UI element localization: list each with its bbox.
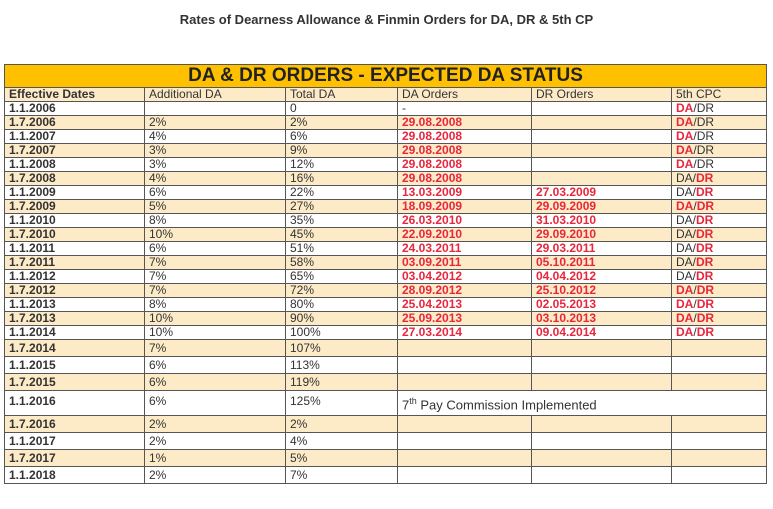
header-da-orders: DA Orders [398, 88, 532, 102]
dr-order-date [532, 144, 672, 158]
da-order-date [398, 340, 532, 357]
effective-date: 1.7.2011 [5, 256, 145, 270]
cpc-da: DA [676, 241, 693, 255]
cpc-status [672, 284, 767, 298]
total-da: 90% [286, 312, 398, 326]
cpc-dr: DR [696, 199, 715, 213]
header-dr-orders: DR Orders [532, 88, 672, 102]
cpc-status [672, 298, 767, 312]
table-row [5, 467, 767, 484]
additional-da: 3% [145, 158, 286, 172]
da-order-date [398, 374, 532, 391]
cpc-slash: / [693, 157, 697, 171]
cpc-dr: DR [696, 311, 715, 325]
table-banner: DA & DR ORDERS - EXPECTED DA STATUS [5, 65, 767, 88]
table-row [5, 298, 767, 312]
cpc-dr: DR [696, 185, 714, 199]
cpc-status [672, 242, 767, 256]
dr-order-date: 09.04.2014 [532, 326, 672, 340]
cpc-status [672, 450, 767, 467]
table-row [5, 312, 767, 326]
effective-date: 1.1.2009 [5, 186, 145, 200]
cpc-da: DA [676, 143, 694, 157]
cpc-slash: / [693, 311, 697, 325]
table-row [5, 374, 767, 391]
dr-order-date [532, 340, 672, 357]
table-row [5, 416, 767, 433]
table-header-row [5, 88, 767, 102]
additional-da: 6% [145, 242, 286, 256]
effective-date: 1.7.2013 [5, 312, 145, 326]
total-da: 2% [286, 416, 398, 433]
dr-order-date: 29.09.2009 [532, 200, 672, 214]
cpc-slash: / [692, 269, 697, 283]
note-prefix: 7 [402, 397, 410, 413]
cpc-dr: DR [696, 255, 714, 269]
dr-order-date: 05.10.2011 [532, 256, 672, 270]
dr-order-date [532, 116, 672, 130]
additional-da: 1% [145, 450, 286, 467]
total-da: 27% [286, 200, 398, 214]
dr-order-date [532, 467, 672, 484]
dr-order-date: 31.03.2010 [532, 214, 672, 228]
note-sup: th [409, 396, 417, 406]
effective-date: 1.7.2009 [5, 200, 145, 214]
cpc-da: DA [676, 255, 693, 269]
da-order-date: 03.04.2012 [398, 270, 532, 284]
cpc-status [672, 467, 767, 484]
dr-order-date: 29.09.2010 [532, 228, 672, 242]
cpc-dr: DR [696, 129, 715, 143]
da-order-date [398, 433, 532, 450]
effective-date: 1.7.2006 [5, 116, 145, 130]
table-row [5, 200, 767, 214]
table-row [5, 228, 767, 242]
da-order-date: 27.03.2014 [398, 326, 532, 340]
total-da: 80% [286, 298, 398, 312]
additional-da: 7% [145, 284, 286, 298]
header-effective-dates: Effective Dates [5, 88, 145, 102]
cpc-status [672, 102, 767, 116]
da-order-date [398, 416, 532, 433]
table-row [5, 130, 767, 144]
cpc-dr: DR [696, 171, 714, 185]
cpc-slash: / [693, 101, 697, 115]
da-order-date: 28.09.2012 [398, 284, 532, 298]
table-row [5, 450, 767, 467]
cpc-da: DA [676, 115, 694, 129]
effective-date: 1.7.2016 [5, 416, 145, 433]
cpc-status [672, 374, 767, 391]
effective-date: 1.1.2016 [5, 391, 145, 416]
cpc-da: DA [676, 297, 694, 311]
da-order-date: 29.08.2008 [398, 130, 532, 144]
cpc-dr: DR [696, 101, 715, 115]
cpc-slash: / [693, 325, 697, 339]
dr-order-date: 03.10.2013 [532, 312, 672, 326]
cpc-slash: / [693, 143, 697, 157]
pay-commission-note [398, 391, 767, 416]
cpc-status [672, 326, 767, 340]
header-additional-da: Additional DA [145, 88, 286, 102]
additional-da: 2% [145, 416, 286, 433]
effective-date: 1.1.2014 [5, 326, 145, 340]
table-row [5, 433, 767, 450]
cpc-da: DA [676, 227, 693, 241]
total-da: 100% [286, 326, 398, 340]
cpc-slash: / [692, 171, 697, 185]
additional-da: 6% [145, 391, 286, 416]
cpc-status [672, 357, 767, 374]
cpc-slash: / [693, 283, 697, 297]
header-5th-cpc: 5th CPC [672, 88, 767, 102]
cpc-dr: DR [696, 227, 714, 241]
dr-order-date [532, 357, 672, 374]
dr-order-date [532, 416, 672, 433]
page-title: Rates of Dearness Allowance & Finmin Orders for DA, DR & 5th CP [179, 12, 594, 27]
total-da: 6% [286, 130, 398, 144]
cpc-slash: / [692, 241, 697, 255]
table-row [5, 116, 767, 130]
cpc-dr: DR [696, 213, 714, 227]
cpc-status [672, 200, 767, 214]
additional-da: 2% [145, 467, 286, 484]
total-da: 5% [286, 450, 398, 467]
total-da: 45% [286, 228, 398, 242]
effective-date: 1.1.2006 [5, 102, 145, 116]
dr-order-date: 25.10.2012 [532, 284, 672, 298]
effective-date: 1.1.2013 [5, 298, 145, 312]
additional-da: 8% [145, 298, 286, 312]
additional-da: 7% [145, 340, 286, 357]
cpc-da: DA [676, 129, 694, 143]
table-row [5, 326, 767, 340]
cpc-da: DA [676, 101, 694, 115]
total-da: 22% [286, 186, 398, 200]
total-da: 51% [286, 242, 398, 256]
additional-da: 10% [145, 312, 286, 326]
cpc-da: DA [676, 269, 693, 283]
table-row [5, 270, 767, 284]
cpc-slash: / [692, 227, 697, 241]
da-order-date: 03.09.2011 [398, 256, 532, 270]
additional-da: 5% [145, 200, 286, 214]
cpc-dr: DR [696, 115, 715, 129]
cpc-slash: / [693, 115, 697, 129]
cpc-status [672, 256, 767, 270]
additional-da: 7% [145, 256, 286, 270]
cpc-status [672, 340, 767, 357]
cpc-da: DA [676, 213, 693, 227]
total-da: 72% [286, 284, 398, 298]
cpc-slash: / [692, 185, 697, 199]
additional-da: 3% [145, 144, 286, 158]
table-row [5, 144, 767, 158]
cpc-dr: DR [696, 241, 714, 255]
cpc-slash: / [692, 213, 697, 227]
effective-date: 1.1.2017 [5, 433, 145, 450]
effective-date: 1.1.2007 [5, 130, 145, 144]
header-total-da: Total DA [286, 88, 398, 102]
cpc-status [672, 214, 767, 228]
dr-order-date [532, 450, 672, 467]
cpc-da: DA [676, 283, 694, 297]
total-da: 58% [286, 256, 398, 270]
cpc-da: DA [676, 171, 693, 185]
effective-date: 1.7.2010 [5, 228, 145, 242]
effective-date: 1.1.2018 [5, 467, 145, 484]
cpc-status [672, 270, 767, 284]
table-row [5, 391, 767, 416]
da-order-date: 18.09.2009 [398, 200, 532, 214]
additional-da: 7% [145, 270, 286, 284]
da-order-date: 29.08.2008 [398, 158, 532, 172]
da-order-date: 22.09.2010 [398, 228, 532, 242]
dr-order-date [532, 130, 672, 144]
cpc-status [672, 186, 767, 200]
total-da: 9% [286, 144, 398, 158]
additional-da: 6% [145, 374, 286, 391]
da-order-date [398, 357, 532, 374]
table-row [5, 214, 767, 228]
effective-date: 1.7.2012 [5, 284, 145, 298]
cpc-slash: / [692, 255, 697, 269]
table-row [5, 284, 767, 298]
cpc-status [672, 228, 767, 242]
additional-da: 10% [145, 228, 286, 242]
total-da: 7% [286, 467, 398, 484]
cpc-status [672, 312, 767, 326]
effective-date: 1.1.2011 [5, 242, 145, 256]
additional-da: 8% [145, 214, 286, 228]
effective-date: 1.7.2015 [5, 374, 145, 391]
total-da: 16% [286, 172, 398, 186]
additional-da: 2% [145, 433, 286, 450]
cpc-status [672, 158, 767, 172]
effective-date: 1.1.2008 [5, 158, 145, 172]
effective-date: 1.1.2012 [5, 270, 145, 284]
table-row [5, 256, 767, 270]
additional-da: 6% [145, 357, 286, 374]
total-da: 0 [286, 102, 398, 116]
total-da: 2% [286, 116, 398, 130]
total-da: 125% [286, 391, 398, 416]
table-row [5, 357, 767, 374]
cpc-slash: / [693, 297, 697, 311]
da-order-date: 29.08.2008 [398, 116, 532, 130]
da-order-date: 29.08.2008 [398, 144, 532, 158]
additional-da [145, 102, 286, 116]
dr-order-date [532, 374, 672, 391]
dr-order-date: 02.05.2013 [532, 298, 672, 312]
total-da: 4% [286, 433, 398, 450]
additional-da: 2% [145, 116, 286, 130]
da-order-date [398, 467, 532, 484]
effective-date: 1.7.2008 [5, 172, 145, 186]
total-da: 107% [286, 340, 398, 357]
total-da: 119% [286, 374, 398, 391]
cpc-da: DA [676, 311, 694, 325]
cpc-status [672, 130, 767, 144]
cpc-status [672, 433, 767, 450]
additional-da: 10% [145, 326, 286, 340]
effective-date: 1.1.2015 [5, 357, 145, 374]
total-da: 35% [286, 214, 398, 228]
cpc-status [672, 144, 767, 158]
cpc-status [672, 172, 767, 186]
additional-da: 6% [145, 186, 286, 200]
cpc-slash: / [693, 199, 697, 213]
additional-da: 4% [145, 130, 286, 144]
dr-order-date [532, 158, 672, 172]
cpc-da: DA [676, 325, 694, 339]
cpc-dr: DR [696, 157, 715, 171]
dr-order-date [532, 433, 672, 450]
total-da: 12% [286, 158, 398, 172]
cpc-status [672, 416, 767, 433]
da-order-date: 25.09.2013 [398, 312, 532, 326]
cpc-da: DA [676, 157, 694, 171]
cpc-dr: DR [696, 143, 715, 157]
dr-order-date [532, 172, 672, 186]
table-row [5, 158, 767, 172]
table-row [5, 242, 767, 256]
table-row [5, 102, 767, 116]
note-suffix: Pay Commission Implemented [416, 397, 597, 413]
cpc-dr: DR [696, 297, 715, 311]
da-order-date [398, 450, 532, 467]
table-row [5, 340, 767, 357]
cpc-dr: DR [696, 325, 715, 339]
dr-order-date: 27.03.2009 [532, 186, 672, 200]
effective-date: 1.7.2014 [5, 340, 145, 357]
da-order-date: 29.08.2008 [398, 172, 532, 186]
effective-date: 1.7.2017 [5, 450, 145, 467]
table-banner-row [5, 65, 767, 88]
da-order-date: 24.03.2011 [398, 242, 532, 256]
effective-date: 1.7.2007 [5, 144, 145, 158]
da-order-date: 13.03.2009 [398, 186, 532, 200]
cpc-da: DA [676, 199, 694, 213]
cpc-slash: / [693, 129, 697, 143]
dr-order-date: 29.03.2011 [532, 242, 672, 256]
da-order-date: 26.03.2010 [398, 214, 532, 228]
total-da: 65% [286, 270, 398, 284]
cpc-da: DA [676, 185, 693, 199]
dr-order-date: 04.04.2012 [532, 270, 672, 284]
cpc-dr: DR [696, 269, 714, 283]
effective-date: 1.1.2010 [5, 214, 145, 228]
additional-da: 4% [145, 172, 286, 186]
da-order-date: 25.04.2013 [398, 298, 532, 312]
dr-order-date [532, 102, 672, 116]
total-da: 113% [286, 357, 398, 374]
cpc-status [672, 116, 767, 130]
da-order-date: - [398, 102, 532, 116]
table-row [5, 172, 767, 186]
da-dr-table [4, 64, 767, 484]
cpc-dr: DR [696, 283, 715, 297]
table-row [5, 186, 767, 200]
